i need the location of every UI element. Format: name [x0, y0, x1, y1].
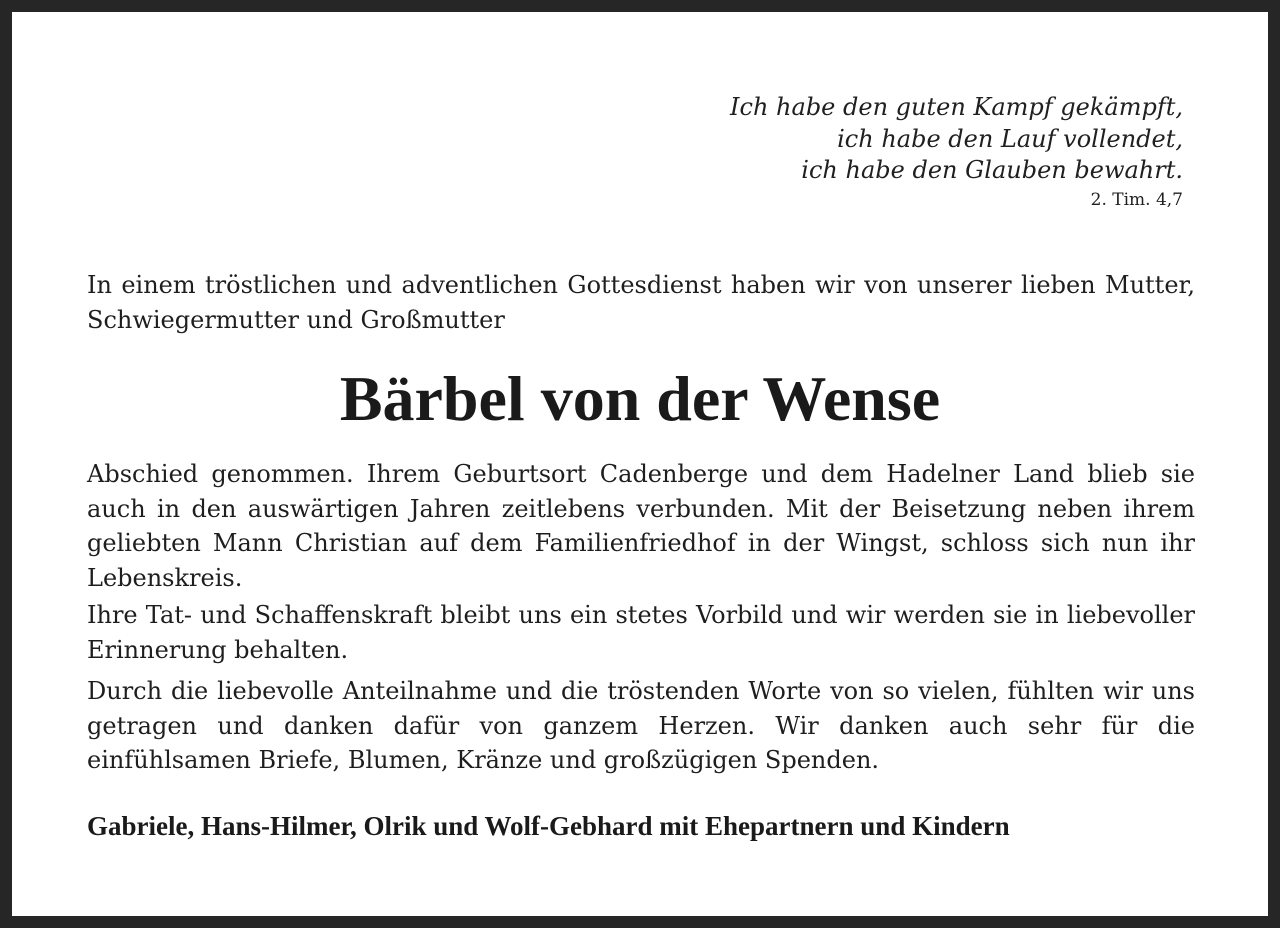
- thanks-paragraph: Durch die liebevolle Anteilnahme und die tröstenden Worte von so vielen, fühlten wir uns getragen und danken dafür von ganzem Herzen. Wir danken auch sehr für die einfühlsamen Briefe, Blumen, Kränze und großzügigen Spenden.: [87, 677, 1195, 774]
- verse-line-3: ich habe den Glauben bewahrt.: [801, 156, 1183, 184]
- family-signature: Gabriele, Hans-Hilmer, Olrik und Wolf-Gebhard mit Ehepartnern und Kindern: [87, 811, 1010, 841]
- obituary-notice: [12, 12, 1268, 916]
- intro-paragraph: In einem tröstlichen und adventlichen Gottesdienst haben wir von unserer lieben Mutter, Schwiegermutter und Großmutter: [87, 271, 1195, 334]
- verse-reference: 2. Tim. 4,7: [1090, 190, 1183, 210]
- verse-line-1: Ich habe den guten Kampf gekämpft,: [730, 93, 1183, 121]
- memory-paragraph: Ihre Tat- und Schaffenskraft bleibt uns ein stetes Vorbild und wir werden sie in liebevoller Erinnerung behalten.: [87, 601, 1195, 664]
- bible-verse: [730, 92, 1183, 187]
- verse-line-2: ich habe den Lauf vollendet,: [837, 124, 1183, 153]
- deceased-name: Bärbel von der Wense: [339, 363, 941, 434]
- farewell-paragraph: Abschied genommen. Ihrem Geburtsort Cadenberge und dem Hadelner Land blieb sie auch in den auswärtigen Jahren zeitlebens verbunden. Mit der Beisetzung neben ihrem geliebten Mann Christian auf dem Familienfriedhof in der Wingst, schloss sich nun ihr Lebenskreis.: [87, 460, 1195, 592]
